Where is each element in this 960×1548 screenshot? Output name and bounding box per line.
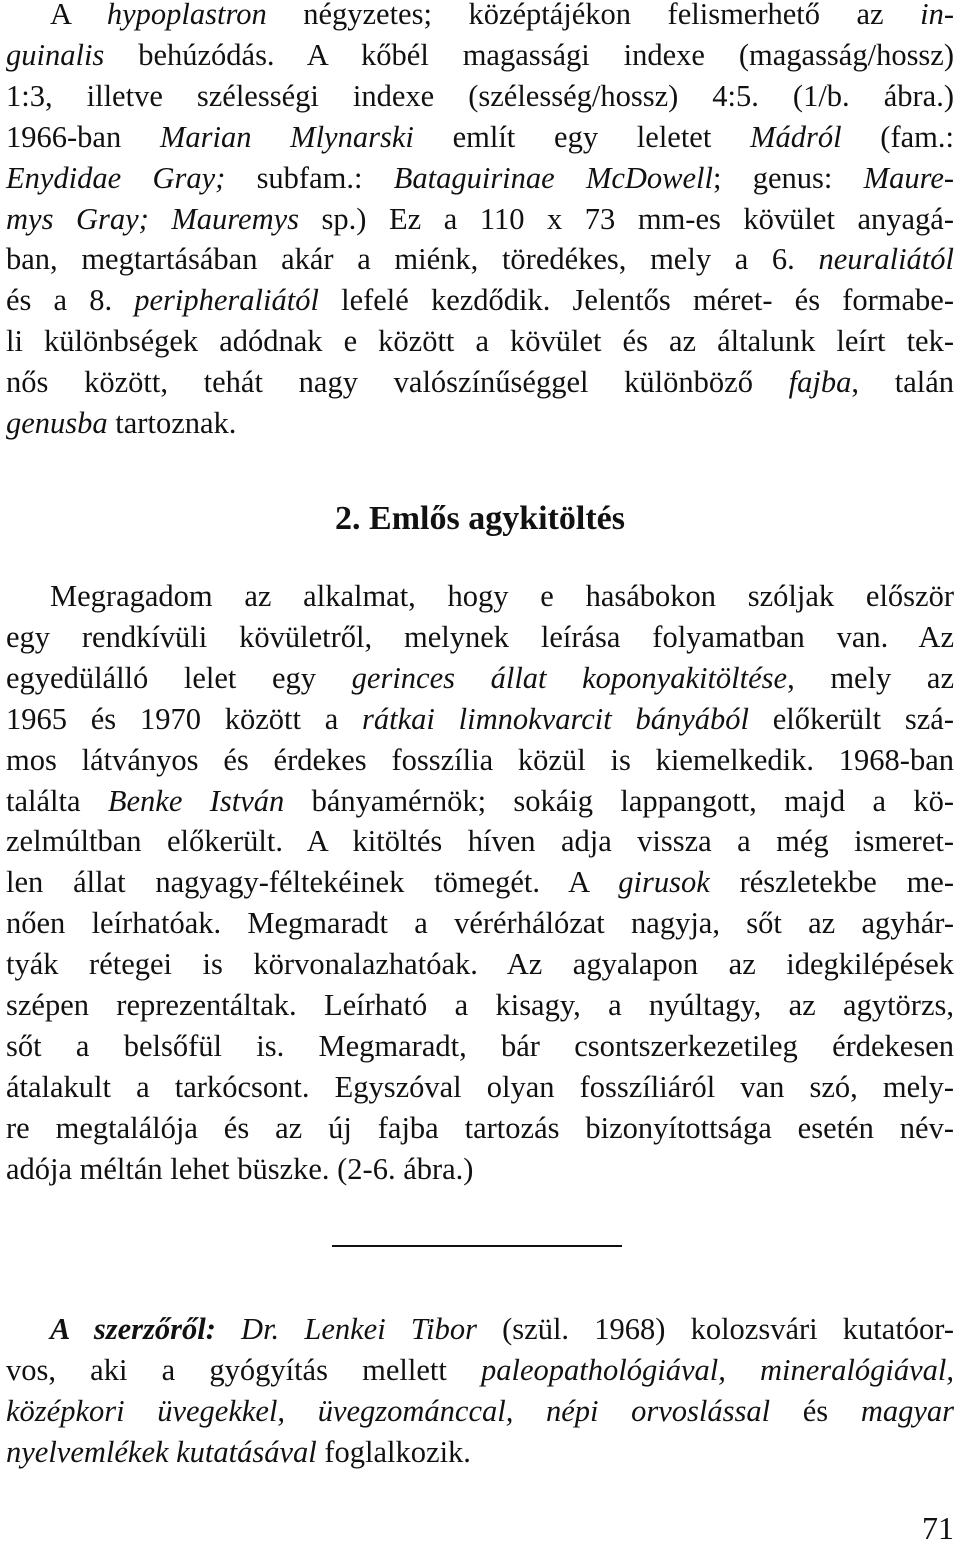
text-segment: (szül. 1968) kolozsvári kutatóor-: [476, 1312, 954, 1346]
text-segment: nően leírhatóak. Megmaradt a vérérhálózat nagyja, sőt az agyhár-: [6, 906, 954, 941]
text-line: [6, 280, 954, 320]
separator-rule: [332, 1245, 622, 1247]
text-segment: A szerzőről:: [50, 1312, 216, 1346]
text-segment: sőt a belsőfül is. Megmaradt, bár csontszerkezetileg érdekesen: [6, 1028, 954, 1063]
text-line: [6, 239, 954, 279]
text-segment: tyák rétegei is körvonalazhatóak. Az agyalapon az idegkilépések: [6, 947, 954, 982]
text-segment: subfam.:: [225, 160, 394, 195]
text-line: [50, 576, 954, 616]
text-segment: nyelvemlékek kutatásával: [6, 1434, 317, 1469]
text-line: [50, 0, 954, 34]
text-segment: len állat nagyagy-féltekéinek tömegét. A: [6, 865, 619, 900]
text-line: [6, 76, 954, 116]
text-segment: gerinces állat koponyakitöltése: [351, 660, 788, 695]
text-line: [6, 617, 954, 657]
text-line: [6, 862, 954, 902]
text-line: [6, 1391, 954, 1431]
text-line: [6, 1108, 954, 1148]
text-segment: egyedülálló lelet egy: [6, 660, 352, 695]
text-segment: sp.) Ez a 110 x 73 mm-es kövület anyagá-: [299, 201, 954, 236]
text-segment: li különbségek adódnak e között a kövület és az általunk leírt tek-: [6, 324, 954, 359]
text-segment: 1965 és 1970 között a: [6, 701, 363, 736]
text-segment: 1966-ban: [6, 119, 160, 154]
text-line: [6, 821, 954, 861]
text-line: [6, 199, 954, 239]
text-segment: mys Gray; Mauremys: [6, 201, 299, 236]
section-heading: 2. Emlős agykitöltés: [335, 500, 625, 537]
text-line: [6, 158, 954, 198]
text-line: [6, 781, 954, 821]
text-segment: Dr. Lenkei Tibor: [241, 1312, 477, 1346]
text-segment: Maure-: [863, 160, 955, 195]
text-segment: átalakult a tarkócsont. Egyszóval olyan fosszíliáról van szó, mely-: [6, 1069, 954, 1104]
text-line: [6, 658, 954, 698]
text-segment: 1:3, illetve szélességi indexe (szélesség/hossz) 4:5. (1/b. ábra.): [6, 78, 954, 113]
text-segment: A: [50, 0, 107, 31]
text-line: [6, 1067, 954, 1107]
text-segment: lefelé kezdődik. Jelentős méret- és formabe-: [318, 283, 954, 318]
text-segment: , mely az: [787, 660, 954, 695]
text-segment: szépen reprezentáltak. Leírható a kisagy, a nyúltagy, az agytörzs,: [6, 988, 954, 1022]
text-segment: guinalis: [6, 37, 105, 72]
text-segment: magyar: [860, 1393, 954, 1428]
text-line: [6, 944, 954, 984]
text-segment: rátkai limnokvarcit bányából: [362, 701, 749, 736]
text-segment: peripheraliától: [134, 283, 319, 318]
text-segment: és: [770, 1393, 861, 1428]
text-segment: foglalkozik.: [316, 1434, 471, 1469]
text-segment: paleopathológiával, mineralógiával,: [481, 1352, 955, 1387]
text-line: [6, 1432, 954, 1472]
text-segment: girusok: [618, 865, 710, 900]
text-segment: találta: [6, 783, 108, 818]
text-segment: hypoplastron: [106, 0, 267, 31]
text-line: [6, 321, 954, 361]
text-segment: nős között, tehát nagy valószínűséggel különböző: [6, 365, 789, 400]
text-segment: említ egy leletet: [413, 119, 751, 154]
text-segment: ban, megtartásában akár a miénk, töredékes, mely a 6.: [6, 242, 819, 277]
text-segment: négyzetes; középtájékon felismerhető az: [266, 0, 921, 31]
text-segment: zelmúltban előkerült. A kitöltés híven adja vissza a még ismeret-: [6, 824, 954, 859]
text-line: [6, 740, 954, 780]
text-line: [50, 1309, 954, 1349]
text-line: [6, 1350, 954, 1390]
text-segment: bányamérnök; sokáig lappangott, majd a kö-: [284, 783, 954, 818]
text-segment: adója méltán lehet büszke. (2-6. ábra.): [6, 1151, 474, 1186]
text-segment: és a 8.: [6, 283, 135, 318]
text-segment: mos látványos és érdekes fosszília közül is kiemelkedik. 1968-ban: [6, 742, 954, 777]
text-line: [6, 903, 954, 943]
text-segment: egy rendkívüli kövületről, melynek leírása folyamatban van. Az: [6, 619, 954, 654]
text-segment: [216, 1312, 241, 1346]
text-segment: (fam.:: [841, 119, 954, 154]
text-segment: részletekbe me-: [709, 865, 954, 900]
text-segment: neuraliától: [818, 242, 954, 277]
text-segment: Marian Mlynarski: [159, 119, 414, 154]
text-segment: Mádról: [750, 119, 842, 154]
text-segment: Megragadom az alkalmat, hogy e hasábokon szóljak először: [50, 579, 954, 613]
text-segment: középkori üvegekkel, üvegzománccal, népi orvoslással: [6, 1393, 771, 1428]
text-segment: Bataguirinae McDowell: [393, 160, 714, 195]
text-segment: Benke István: [107, 783, 285, 818]
text-segment: ; genus:: [713, 160, 864, 195]
text-line: [6, 35, 954, 75]
text-line: [6, 1149, 954, 1189]
text-segment: in-: [920, 0, 954, 31]
text-segment: tartoznak.: [107, 406, 237, 440]
text-segment: vos, aki a gyógyítás mellett: [6, 1352, 482, 1387]
text-line: [6, 1026, 954, 1066]
text-line: [6, 117, 954, 157]
text-segment: behúzódás. A kőbél magassági indexe (magasság/hossz): [104, 37, 954, 72]
text-segment: , talán: [851, 365, 954, 400]
text-segment: fajba: [788, 365, 852, 400]
text-line: [6, 362, 954, 402]
text-line: [6, 403, 954, 443]
text-segment: Enydidae Gray;: [6, 160, 226, 195]
text-segment: re megtalálója és az új fajba tartozás bizonyítottsága esetén név-: [6, 1110, 954, 1145]
page-number: 71: [922, 1510, 954, 1546]
text-segment: előkerült szá-: [748, 701, 954, 736]
text-segment: genusba: [6, 406, 108, 440]
text-line: [6, 699, 954, 739]
text-line: [6, 985, 954, 1025]
